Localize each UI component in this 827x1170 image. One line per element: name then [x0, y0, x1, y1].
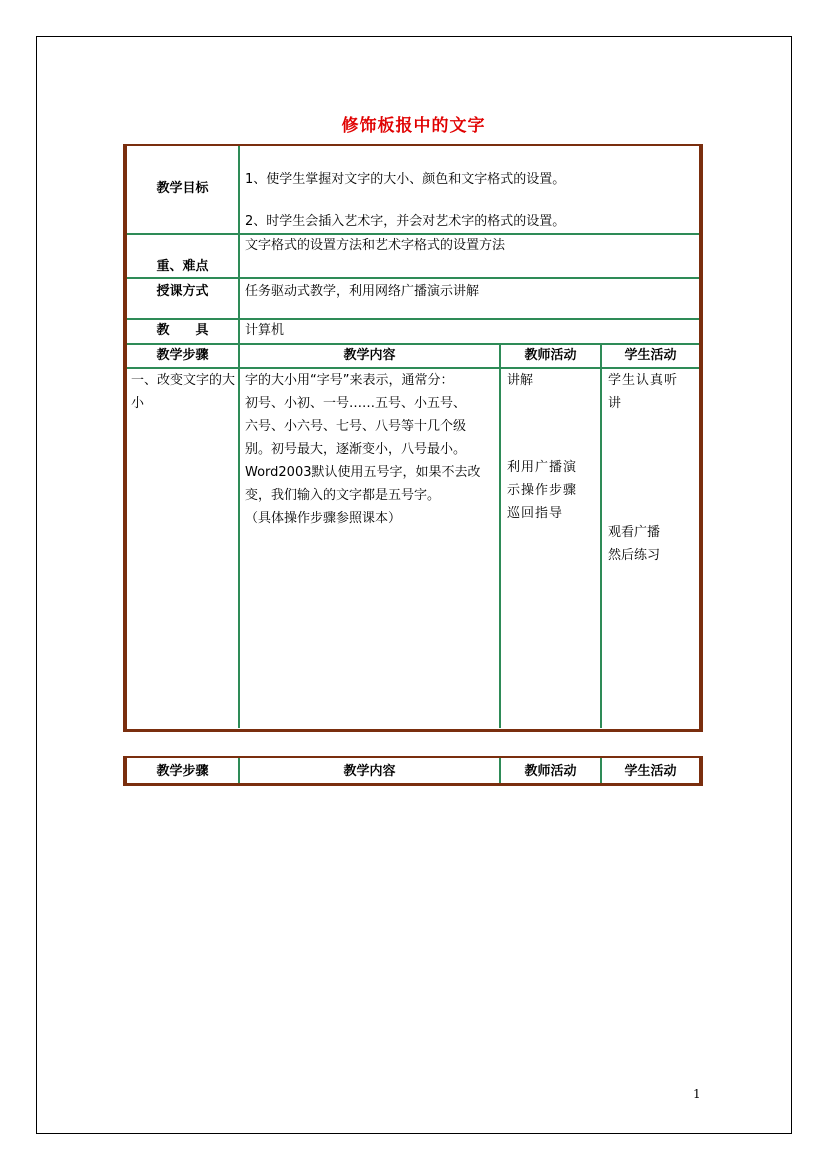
content-line: Word2003默认使用五号字，如果不去改 [245, 465, 481, 480]
teacher-activity-b [507, 456, 599, 525]
method-label: 授课方式 [156, 284, 209, 299]
step-cell: 一、改变文字的大小 [131, 373, 236, 411]
difficulty-text: 文字格式的设置方法和艺术字格式的设置方法 [245, 238, 506, 253]
tools-label: 教 具 [156, 323, 209, 338]
grid-line [600, 344, 602, 728]
difficulty-label: 重、难点 [156, 259, 209, 274]
header-student: 学生活动 [624, 764, 677, 779]
student-line: 观看广播 [608, 525, 661, 540]
student-line: 然后练习 [608, 548, 661, 563]
student-activity-b [608, 521, 698, 567]
content-line: 变，我们输入的文字都是五号字。 [245, 488, 441, 503]
content-line: 六号、小六号、七号、八号等十几个级 [245, 419, 467, 434]
content-line: （具体操作步骤参照课本） [245, 511, 402, 526]
method-text: 任务驱动式教学，利用网络广播演示讲解 [245, 284, 480, 299]
content-line: 初号、小初、一号……五号、小五号、 [245, 396, 467, 411]
student-line: 学生认真听 [608, 373, 679, 388]
header-teacher: 教师活动 [524, 348, 577, 363]
student-line: 讲 [608, 396, 623, 411]
tools-text: 计算机 [245, 323, 285, 338]
teacher-line: 示操作步骤 [507, 483, 578, 498]
student-activity-a [608, 369, 698, 415]
page-title: 修饰板报中的文字 [341, 116, 486, 136]
header-content: 教学内容 [343, 348, 396, 363]
header-step: 教学步骤 [156, 348, 209, 363]
content-cell [245, 369, 497, 530]
header-student: 学生活动 [624, 348, 677, 363]
teacher-line: 巡回指导 [507, 506, 564, 521]
page-number: 1 [693, 1087, 701, 1101]
goal-line-2: 2、时学生会插入艺术字，并会对艺术字的格式的设置。 [245, 214, 566, 229]
teacher-line: 利用广播演 [507, 460, 578, 475]
grid-line [499, 344, 501, 728]
content-line: 别。初号最大，逐渐变小，八号最小。 [245, 442, 467, 457]
header-content: 教学内容 [343, 764, 396, 779]
content-line: 字的大小用“字号”来表示，通常分： [245, 373, 454, 388]
header-step: 教学步骤 [156, 764, 209, 779]
goal-label: 教学目标 [156, 181, 209, 196]
goal-line-1: 1、使学生掌握对文字的大小、颜色和文字格式的设置。 [245, 172, 566, 187]
header-teacher: 教师活动 [524, 764, 577, 779]
teacher-activity-a: 讲解 [507, 373, 534, 388]
